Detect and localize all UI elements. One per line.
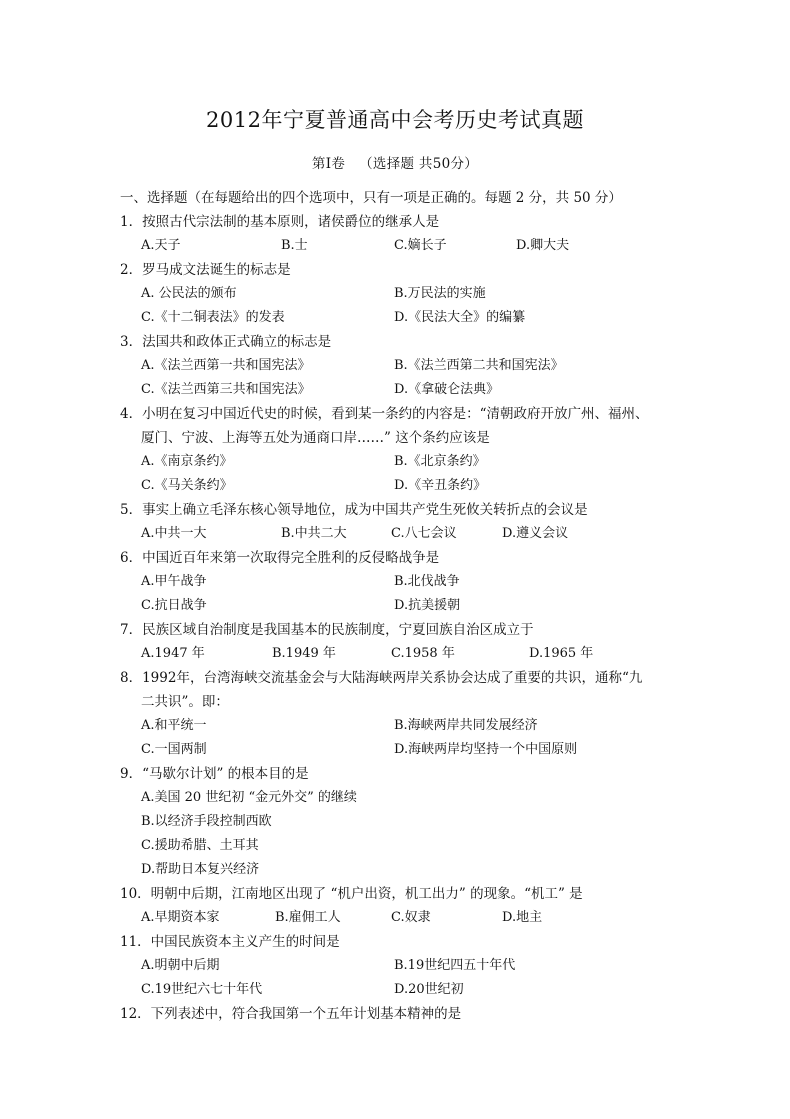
option-d: D.帮助日本复兴经济 <box>141 862 260 877</box>
section-heading: 一、选择题（在每题给出的四个选项中，只有一项是正确的。每题 2 分，共 50 分） <box>120 190 622 206</box>
option-a: A.《法兰西第一共和国宪法》 <box>141 358 311 373</box>
option-d: D.20世纪初 <box>394 982 464 997</box>
option-d: D.《拿破仑法典》 <box>394 382 500 397</box>
question-stem: 7．民族区域自治制度是我国基本的民族制度，宁夏回族自治区成立于 <box>120 622 534 638</box>
option-b: B.1949 年 <box>272 646 336 661</box>
option-b: B.万民法的实施 <box>394 286 486 301</box>
volume-name: 第Ⅰ卷 <box>311 156 346 172</box>
option-b: B.《法兰西第二共和国宪法》 <box>394 358 564 373</box>
option-d: D.卿大夫 <box>516 238 570 253</box>
option-c: C.抗日战争 <box>141 598 207 613</box>
question-stem: 1．按照古代宗法制的基本原则，诸侯爵位的继承人是 <box>120 214 440 230</box>
option-b: B.以经济手段控制西欧 <box>141 814 272 829</box>
option-b: B.19世纪四五十年代 <box>394 958 516 973</box>
option-a: A.美国 20 世纪初 “金元外交” 的继续 <box>141 790 357 805</box>
question-stem: 6．中国近百年来第一次取得完全胜利的反侵略战争是 <box>120 550 440 566</box>
option-c: C.八七会议 <box>391 526 457 541</box>
option-b: B.中共二大 <box>281 526 347 541</box>
option-d: D.地主 <box>502 910 543 925</box>
option-a: A.甲午战争 <box>141 574 207 589</box>
question-stem: 3．法国共和政体正式确立的标志是 <box>120 334 332 350</box>
option-c: C.奴隶 <box>391 910 431 925</box>
option-a: A.和平统一 <box>141 718 207 733</box>
option-a: A. 公民法的颁布 <box>141 286 237 301</box>
option-c: C.一国两制 <box>141 742 207 757</box>
question-stem: 12．下列表述中，符合我国第一个五年计划基本精神的是 <box>120 1006 462 1022</box>
option-d: D.《民法大全》的编纂 <box>394 310 526 325</box>
option-c: C.《法兰西第三共和国宪法》 <box>141 382 311 397</box>
option-a: A.《南京条约》 <box>141 454 233 469</box>
volume-desc: （选择题 共50分） <box>359 156 479 172</box>
option-d: D.海峡两岸均坚持一个中国原则 <box>394 742 578 757</box>
option-c: C.援助希腊、土耳其 <box>141 838 259 853</box>
option-c: C.嫡长子 <box>394 238 447 253</box>
option-d: D.《辛丑条约》 <box>394 478 487 493</box>
option-a: A.中共一大 <box>141 526 207 541</box>
question-stem-continued: 二共识”。即： <box>141 694 229 710</box>
option-a: A.天子 <box>141 238 181 253</box>
question-stem: 9．“马歇尔计划” 的根本目的是 <box>120 766 309 782</box>
option-b: B.海峡两岸共同发展经济 <box>394 718 538 733</box>
option-d: D.遵义会议 <box>502 526 569 541</box>
question-stem: 5．事实上确立毛泽东核心领导地位，成为中国共产党生死攸关转折点的会议是 <box>120 502 588 518</box>
question-stem: 4．小明在复习中国近代史的时候，看到某一条约的内容是：“清朝政府开放广州、福州、 <box>120 406 649 422</box>
option-b: B.《北京条约》 <box>394 454 486 469</box>
option-a: A.早期资本家 <box>141 910 220 925</box>
option-c: C.《十二铜表法》的发表 <box>141 310 285 325</box>
option-c: C.《马关条约》 <box>141 478 233 493</box>
option-d: D.抗美援朝 <box>394 598 461 613</box>
question-stem: 8．1992年，台湾海峡交流基金会与大陆海峡两岸关系协会达成了重要的共识，通称“九 <box>120 670 643 686</box>
exam-title: 2012年宁夏普通高中会考历史考试真题 <box>206 108 584 132</box>
option-a: A.1947 年 <box>141 646 205 661</box>
question-stem: 2．罗马成文法诞生的标志是 <box>120 262 291 278</box>
option-b: B.北伐战争 <box>394 574 460 589</box>
volume-heading <box>0 152 790 172</box>
question-stem: 11．中国民族资本主义产生的时间是 <box>120 934 340 950</box>
question-stem: 10．明朝中后期，江南地区出现了 “机户出资，机工出力” 的现象。“机工” 是 <box>120 886 583 902</box>
option-c: C.1958 年 <box>391 646 455 661</box>
question-stem-continued: 厦门、宁波、上海等五处为通商口岸……” 这个条约应该是 <box>141 430 490 446</box>
option-a: A.明朝中后期 <box>141 958 220 973</box>
option-b: B.雇佣工人 <box>275 910 341 925</box>
option-d: D.1965 年 <box>529 646 594 661</box>
option-c: C.19世纪六七十年代 <box>141 982 263 997</box>
option-b: B.士 <box>281 238 308 253</box>
